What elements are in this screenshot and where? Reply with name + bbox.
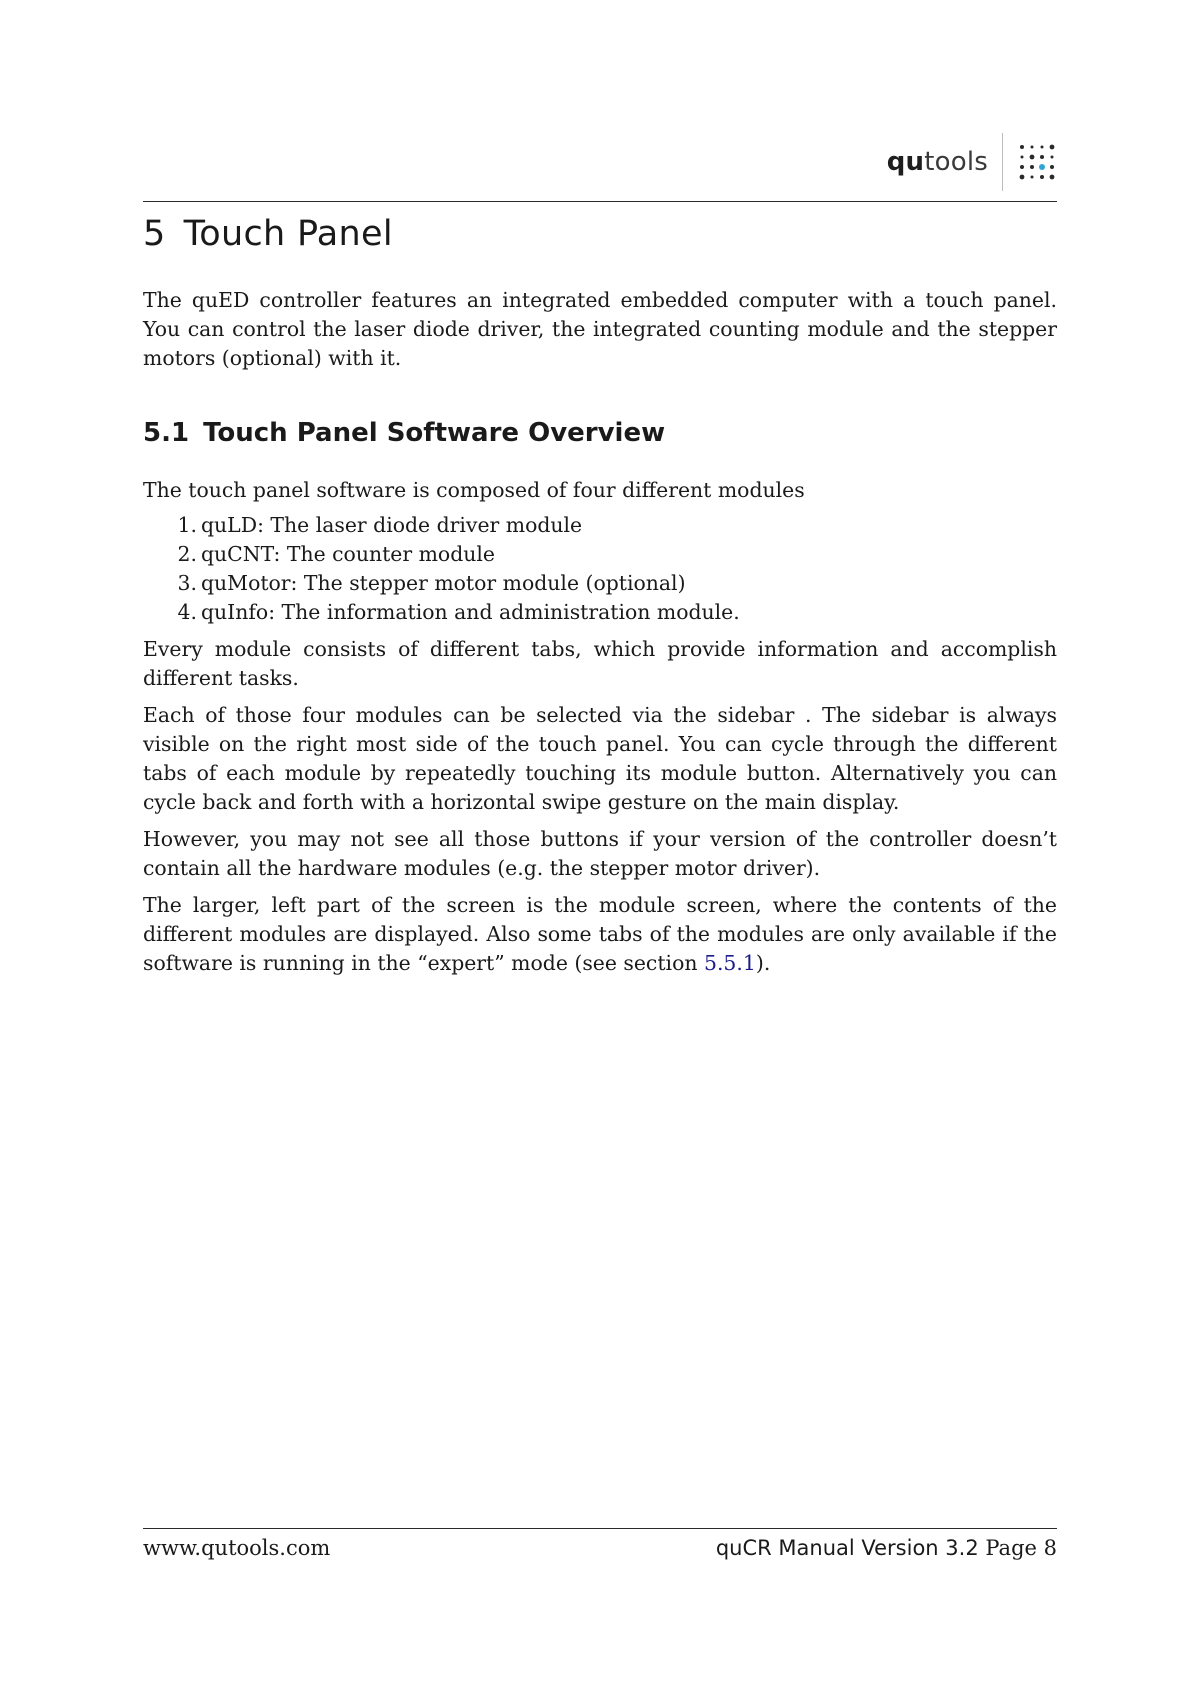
- body-paragraph: Every module consists of different tabs, which provide information and accomplish different tasks.: [143, 637, 1057, 690]
- footer-divider: [143, 1528, 1057, 1529]
- header-divider: [143, 201, 1057, 202]
- brand-logo-group: [887, 130, 1057, 194]
- module-list: [143, 511, 1057, 627]
- subsection-heading: [143, 418, 665, 448]
- subsection-number: 5.1: [143, 418, 190, 448]
- footer-page-number: Page 8: [985, 1536, 1057, 1560]
- section-title: Touch Panel: [183, 214, 393, 254]
- list-item: 3. quMotor: The stepper motor module (optional): [177, 571, 686, 595]
- list-item: 4. quInfo: The information and administration module.: [177, 600, 740, 624]
- footer-page-info: [716, 1534, 1057, 1562]
- body-paragraph: However, you may not see all those buttons if your version of the controller doesn’t contain all the hardware modules (e.g. the stepper motor driver).: [143, 827, 1057, 880]
- body-paragraph: The larger, left part of the screen is the module screen, where the contents of the different modules are displayed. Also some tabs of the modules are only available if the software is running in the “expert” mode (see section 5.5.1).: [143, 893, 1057, 975]
- brand-separator: [1002, 133, 1003, 191]
- subsection-body: [143, 476, 1057, 986]
- document-page: [143, 0, 1057, 1684]
- list-item: 2. quCNT: The counter module: [177, 542, 495, 566]
- qutools-dot-matrix-icon: [1017, 142, 1057, 182]
- subsection-title: Touch Panel Software Overview: [203, 418, 666, 448]
- footer-manual-title: quCR Manual Version 3.2: [715, 1536, 979, 1560]
- body-paragraph: Each of those four modules can be selected via the sidebar . The sidebar is always visible on the right most side of the touch panel. You can cycle through the different tabs of each module by repeatedly touching its module button. Alternatively you can cycle back and forth with a horizontal swipe gesture on the main display.: [143, 703, 1057, 814]
- section-heading: [143, 214, 393, 254]
- section-intro-paragraph: The quED controller features an integrated embedded computer with a touch panel. You can control the laser diode driver, the integrated counting module and the stepper motors (optional) with it.: [143, 288, 1057, 370]
- brand-wordmark: qutools: [886, 147, 988, 177]
- section-number: 5: [143, 214, 166, 254]
- modules-lead-paragraph: The touch panel software is composed of four different modules: [143, 478, 805, 502]
- page-header: [143, 130, 1057, 202]
- list-item: 1. quLD: The laser diode driver module: [177, 513, 583, 537]
- section-reference-link[interactable]: 5.5.1: [703, 951, 756, 975]
- footer-website: www.qutools.com: [143, 1536, 331, 1560]
